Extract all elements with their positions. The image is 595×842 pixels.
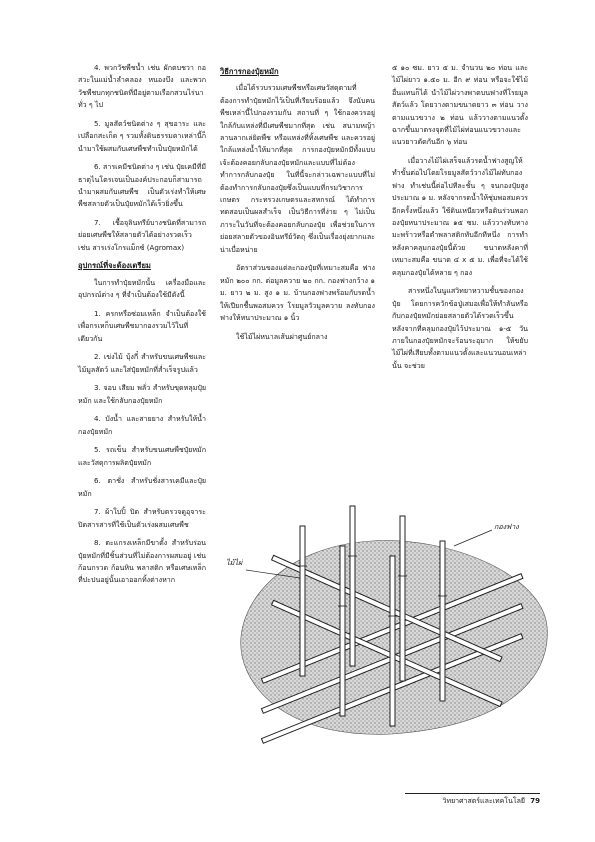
method-paragraph-1: เมื่อได้รวบรวมเศษพืชหรือเศษวัสดุตามที่ต้องการทำปุ๋ยหมักไว้เป็นที่เรียบร้อยแล้ว จึงนับคนพืชเหล่านี้ไปกองรวมกัน สถานที่ ๆ ใช้กองควรอยู่ใกล้กับแหล่งที่มีเศษพืชมากที่สุด เช่น สนามหญ้า ลานลากเล่ยิดพืช หรือแหล่งที่ทิ้งเศษพืช และควรอยู่ใกล้แหล่งน้ำให้มากที่สุด การกองปุ๋ยหมักมีทั้งแบบเจ้ะต้องคอยกลับกองปุ๋ยหมักและแบบที่ไม่ต้องทำการกลับกองปุ๋ย ในที่นี้จะกล่าวเฉพาะแบบที่ไม่ต้องทำการกลับกองปุ๋ยซึ่งเป็นแบบที่กรมวิชาการเกษตร กระทรวงเกษตรและสหกรณ์ ได้ทำการทดสอบเป็นผลสำเร็จ เป็นวิธีการที่ง่าย ๆ ไม่เป็นภาระในวันที่จะต้องคอยกลับกองปุ๋ย เพื่อช่วยในการย่อยสลายตัวของอินทรีย์วัตถุ ซึ่งเป็นเรื่องยุ่งยากและน่าเบื่อหน่าย	[220, 83, 375, 254]
page-footer	[405, 796, 540, 807]
right-paragraph-3: สารหนึ่งในนูแสวิทยาหวามชั้นของกองปุ๋ย โดยการควักข้อปู่เสมอเพื่อให้ทำลันหรือกับกองปุ๋ยหมักย่อยสลายตัวได้รวดเร็วขึ้น หลังจากที่คลุมกองปุ๋ยไว้ประมาณ ๑-๕ วัน ภายในกองปุ๋ยหมักจะร้อนระอุมาก ให้ขยับไม้ไผ่ที่เสียบทั้งตามแนวตั้งและแนวนอนเหล่านั้น จะช่วย	[392, 286, 528, 370]
list-item: 5. รถเข็น สำหรับขนเศษพืชปุ๋ยหมักและวัสดุการผลิตปุ๋ยหมัก	[78, 445, 206, 467]
page-number: 79	[530, 797, 540, 805]
method-paragraph-2: อัตราส่วนของแต่ละกองปุ๋ยที่เหมาะสมคือ ฟางหมัก ๒๐๐ กก. ต่อมูลควาย ๒๐ กก. กองฟางกว้าง ๑ ม. ยาว ๒ ม. สูง ๑ ม. บ้านกองฟางพร้อมกับรดน้ำให้เปียกชื้นพอสมควร โรยมูลวัวมูลควาย ลงทับกองฟางให้หนาประมาณ ๑ นิ้ว	[220, 263, 375, 322]
middle-column	[220, 62, 375, 349]
equipment-heading: อุปกรณ์ที่จะต้องเตรียม	[78, 261, 151, 271]
equipment-intro: ในการทำปุ๋ยหมักนั้น เครื่องมือและอุปกรณ์ต่าง ๆ ที่จำเป็นต้องใช้มีดังนี้	[78, 277, 206, 300]
right-column	[392, 62, 528, 378]
right-paragraph-1: ๕ ๑๐ ซม. ยาว ๕ ม. จำนวน ๒๐ ท่อน และไม้ไผ่ยาว ๑.๕๐ ม. อีก ๙ ท่อน หรือจะใช้ไม้อื่นแทนก็ได้ นำไม้ไผ่วางพาดบนฟางที่โรยมูลสัตว์แล้ว โดยวางตามขนาดยาว ๓ ท่อน วางตามแนวขวาง ๒ ท่อน แล้ววางตามแนวตั้งฉากขึ้นมาตรงจุดที่ไม้ไผ่ท่อนแนวขวางและแนวยาวตัดกันอีก ๖ ท่อน	[392, 63, 528, 147]
list-item: 7. ผ้าใบปิ้ ปิด สำหรับตรวจดูอุจาระปิดสารสารที่ใช้เป็นตัวเร่งผสมเศษพืช	[78, 507, 206, 529]
right-paragraph-2: เมื่อวางไม้ไผ่เสร็จแล้วรดน้ำฟางสูญให้ทำขั้นต่อไปโดยโรยมูลสัตว์วางไม้ไผ่ทับกองฟาง ทำเช่นนี้ต่อไปทีละชั้น ๆ จนกองปุ๋ยสูงประมาณ ๑ ม. หลังจากรดน้ำให้ชุ่มพอสมควรอีกครั้งหนึ่งแล้ว ใช้ดินเหนียวหรือดินร่วนพอกองปุ๋ยหนาประมาณ ๑๕ ซม. แล้ววางทับทางมะพร้าวหรือตำพลาสติกทับอีกทีหนึ่ง การทำหลังคาคลุมกองปุ๋ยนี้ด้วย ขนาดหลังคาที่เหมาะสมคือ ขนาด ๔ x ๕ ม. เพื่อที่จะได้ใช้คลุมกองปุ๋ยได้หลาย ๆ กอง	[392, 156, 528, 277]
pile-label-leader	[454, 530, 492, 546]
list-item: 2. เข่งไม้ บุ้งกี๋ สำหรับขนเศษพืชและไม้มูลสัตว์ และใส่ปุ๋ยหมักที่ส่ำเร็จรูปแล้ว	[78, 352, 206, 374]
list-item: 8. ตะแกรงเหล็กมีขาตั้ง สำหรับร่อนปุ๋ยหมักที่มีชิ้นส่วนที่ไม่ต้องการผสมอยู่ เช่น ก้อนกรวด ก้อนหิน พลาสติก หรือเศษเหล็กที่ปะปนอยู่นั้นเอาออกทิ้งต่างหาก	[78, 538, 206, 585]
list-item: 7. เชื้อจุลินทรีย์บางชนิดที่สามารถย่อยเศษพืชให้สลายตัวได้อย่างรวดเร็ว เช่น สารเร่งโกรแม็กซ์ (Agromax)	[78, 218, 206, 252]
straw-pile-label: กองฟาง	[494, 522, 519, 531]
list-item: 3. จอบ เสียม พลั่ว สำหรับขุดหลุมปุ๋ยหมัก และใช้กลับกองปุ๋ยหมัก	[78, 383, 206, 405]
footer-rule	[405, 793, 540, 794]
material-list	[78, 62, 206, 254]
method-paragraph-3: ใช้ไม้ไผ่หนาลเส้นผ่าศูนย์กลาง	[236, 331, 328, 341]
list-item: 6. ตาชั่ง สำหรับชั่งสารเคมีและปุ๋ยหมัก	[78, 476, 206, 498]
list-item: 4. พวกวัชพืชน้ำ เช่น ผักตบชวา กอสวะในแม่น้ำลำคลอง หนองบึง และพวกวัชพืชบกทุกชนิดที่มีอยู่ตามเรือกสวนไร่นาทั่ว ๆ ไป	[78, 63, 206, 110]
journal-name: วิทยาศาสตร์และเทคโนโลยี	[442, 797, 526, 805]
compost-pile-illustration	[222, 486, 562, 786]
list-item: 1. ครกหรือซ่อมเหล็ก จำเป็นต้องใช้เพื่อกรเหก็บเศษพืชมากองรวมไว้ในที่เดียวกัน	[78, 308, 206, 343]
list-item: 6. สารเคมีชนิดต่าง ๆ เช่น ปุ๋ยเคมีที่มีธาตุไนโตรเจนเป็นองค์ประกอบก็สามารถนำมาผสมกับเศษพืช เป็นตัวเร่งทำให้เศษพืชสลายตัวเป็นปุ๋ยหมักได้เร็วยิ่งขึ้น	[78, 162, 206, 209]
method-heading: วิธีการกองปุ๋ยหมัก	[220, 67, 279, 76]
equipment-list	[78, 308, 206, 587]
list-item: 4. บังน้ำ และสายยาง สำหรับให้น้ำกองปุ๋ยหมัก	[78, 414, 206, 436]
left-column	[78, 62, 206, 593]
bamboo-label: ไม้ไผ่	[226, 558, 243, 567]
list-item: 5. มูลสัตว์ชนิดต่าง ๆ สุขอาระ และเปลือกสะเก็ด ๆ รวมทั้งดินธรรมดาเหล่านี้ก็นำมาใช้ผสมกับเศษพืชทำเป็นปุ๋ยหมักได้	[78, 118, 206, 153]
